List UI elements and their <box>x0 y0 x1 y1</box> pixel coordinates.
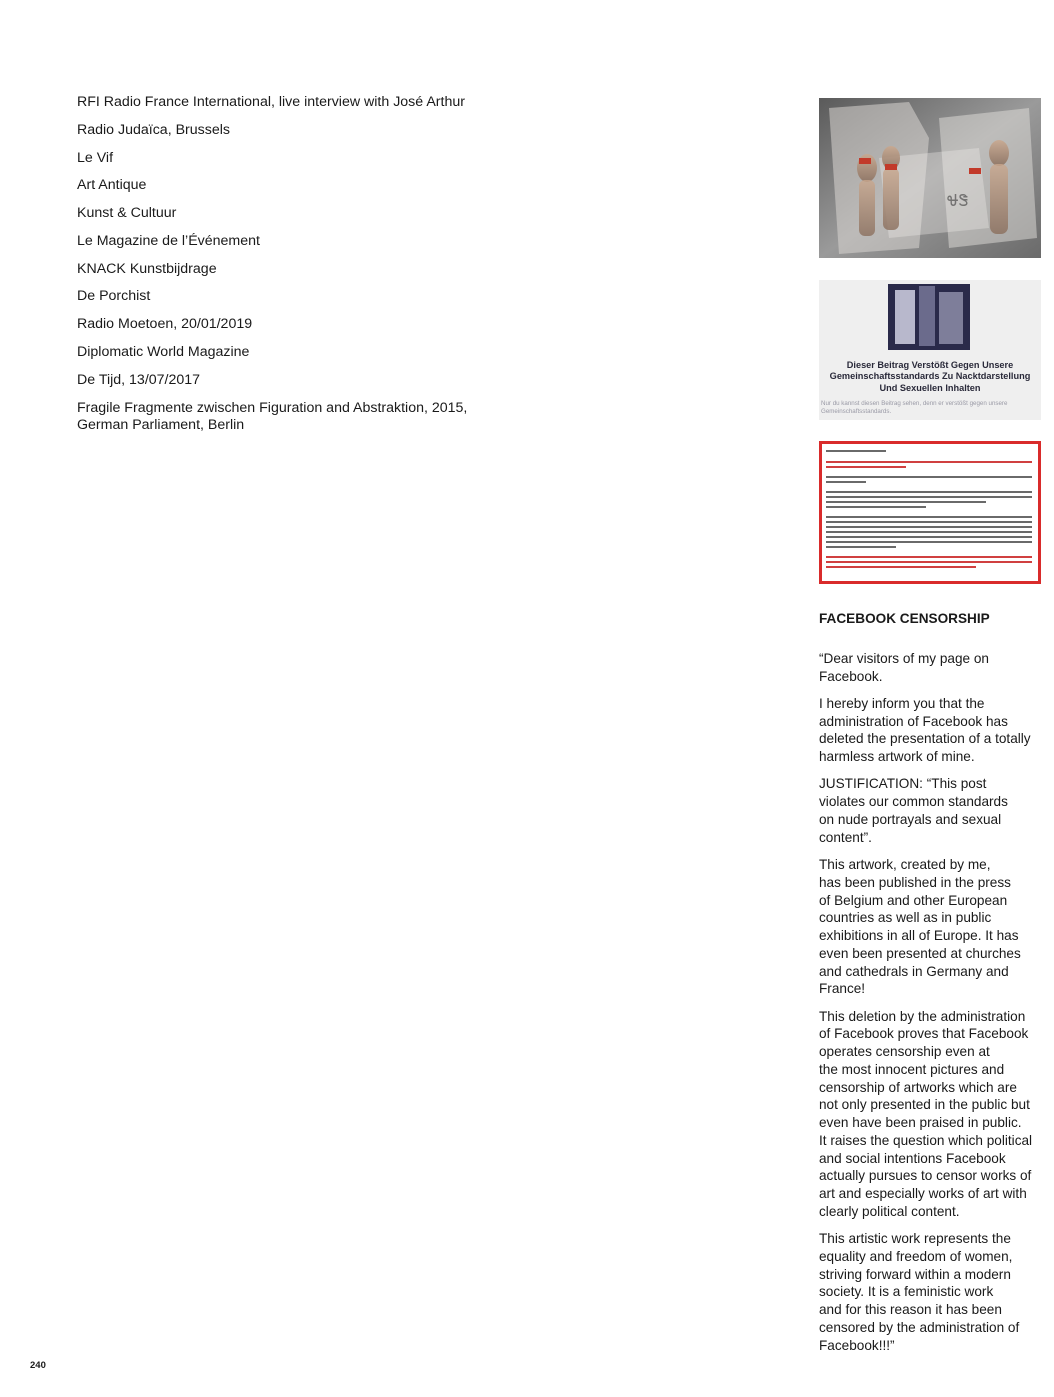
artwork-photo <box>819 98 1041 258</box>
press-item: Kunst & Cultuur <box>77 205 177 222</box>
paragraph: I hereby inform you that the administration of Facebook has deleted the presentation of a totally harmless artwork of mine. <box>819 695 1031 765</box>
press-item: RFI Radio France International, live interview with José Arthur <box>77 94 465 110</box>
page-number: 240 <box>30 1360 46 1371</box>
press-list <box>77 94 497 445</box>
facebook-note-screenshot <box>819 441 1041 584</box>
svg-text:ᏠᏕ: ᏠᏕ <box>947 191 969 210</box>
note-text-thumbnail <box>822 444 1038 581</box>
press-item: Fragile Fragmente zwischen Figuration and Abstraktion, 2015, German Parliament, Berlin <box>77 399 468 434</box>
press-item: De Porchist <box>77 288 151 305</box>
paragraph: “Dear visitors of my page on Facebook. <box>819 650 989 684</box>
paragraph: JUSTIFICATION: “This post violates our common standards on nude portrayals and sexual content”. <box>819 776 1008 845</box>
paragraph: This artistic work represents the equality and freedom of women, striving forward within a modern society. It is a feministic work and for this reason it has been censored by the administration of Facebook!!!” <box>819 1231 1020 1353</box>
press-item: Art Antique <box>77 177 147 194</box>
press-item: KNACK Kunstbijdrage <box>77 260 217 277</box>
press-item: Radio Judaïca, Brussels <box>77 121 230 138</box>
press-item: Diplomatic World Magazine <box>77 344 250 361</box>
notice-caption: Dieser Beitrag Verstößt Gegen Unsere Gemeinschaftsstandards Zu Nacktdarstellung Und Sexuellen Inhalten <box>829 360 1031 393</box>
paragraph: This deletion by the administration of Facebook proves that Facebook operates censorship even at the most innocent pictures and censorship of artworks which are not only presented in the public but even have been praised in public. It raises the question which political and social intentions Facebook actually pursues to censor works of art and especially works of art with clearly political content. <box>819 1008 1033 1219</box>
notice-subtext: Nur du kannst diesen Beitrag sehen, denn er verstößt gegen unsere Gemeinschaftsstandards. <box>821 400 1008 415</box>
facebook-censorship-section <box>819 610 1047 1364</box>
artwork-photo-graphic <box>819 98 1041 258</box>
censorship-notice-screenshot <box>819 280 1041 420</box>
press-item: Le Vif <box>77 149 114 166</box>
paragraph: This artwork, created by me, has been published in the press of Belgium and other European countries as well as in public exhibitions in all of Europe. It has even been presented at churches and cathedrals in Germany and France! <box>819 857 1021 997</box>
notice-thumbnail <box>819 280 1041 420</box>
press-item: De Tijd, 13/07/2017 <box>77 371 201 388</box>
press-item: Le Magazine de l’Événement <box>77 232 260 249</box>
section-title: FACEBOOK CENSORSHIP <box>819 611 990 626</box>
press-item: Radio Moetoen, 20/01/2019 <box>77 316 253 333</box>
